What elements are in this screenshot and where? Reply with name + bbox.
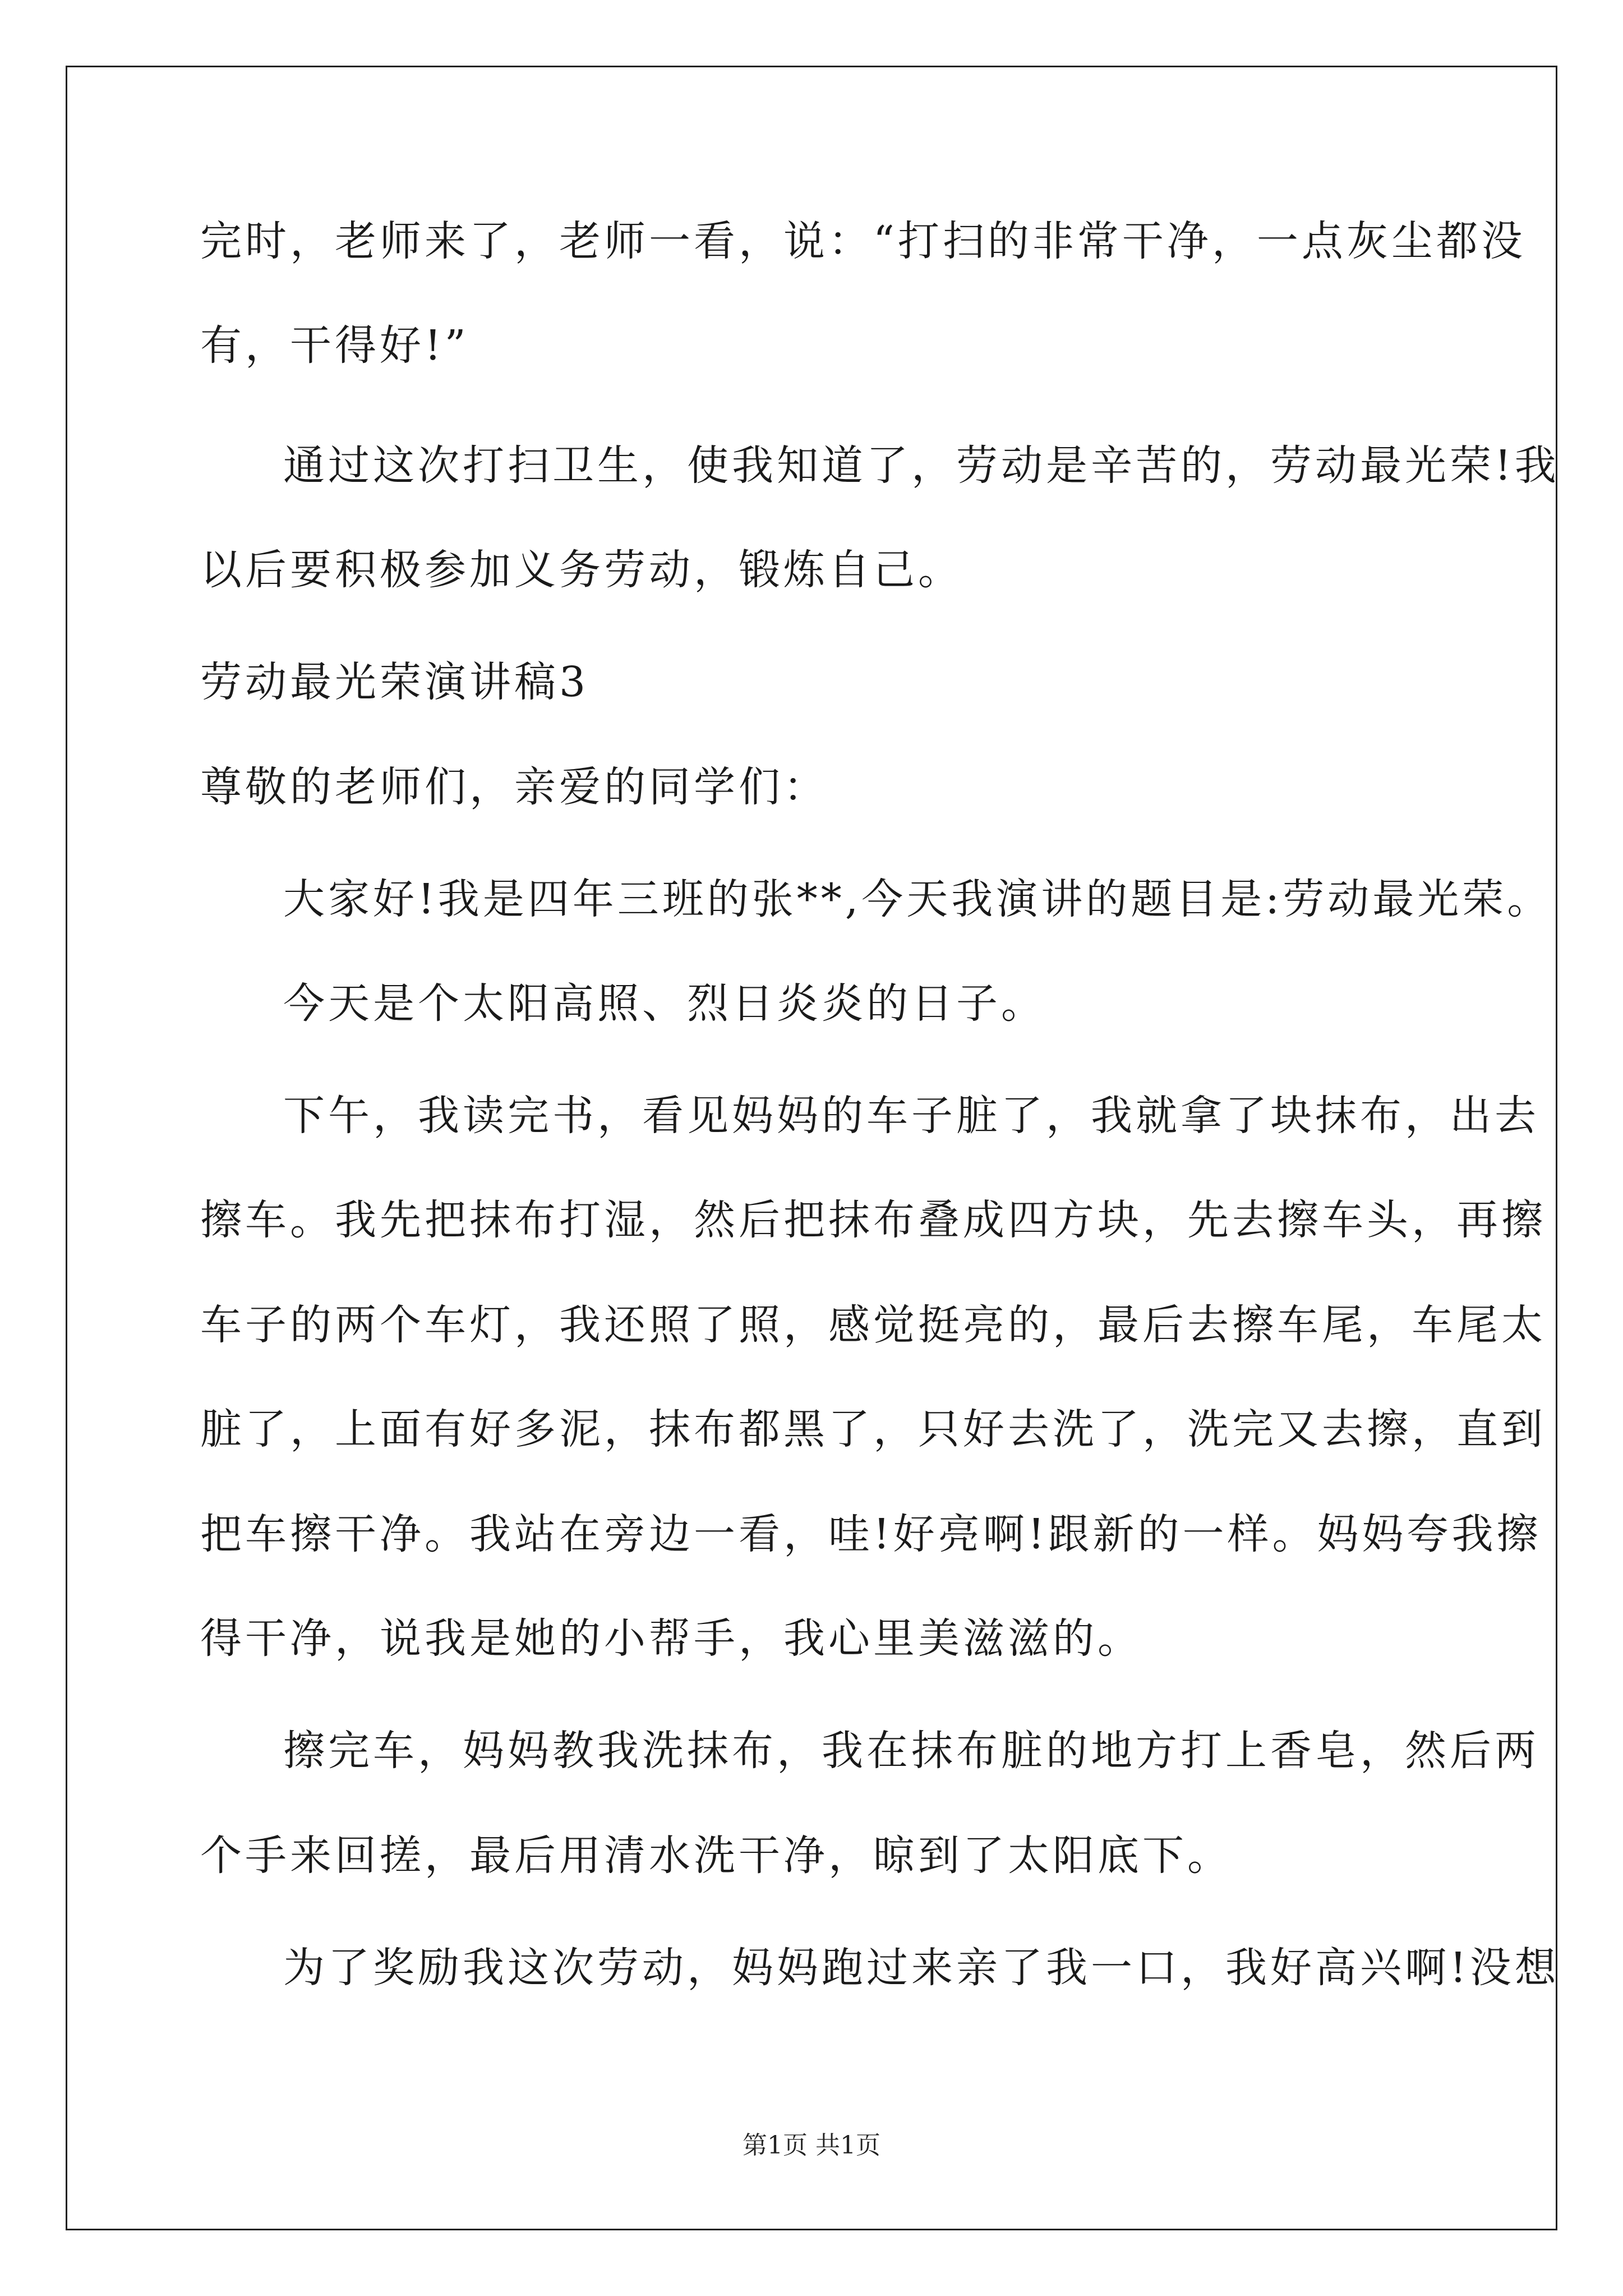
page-border bbox=[66, 66, 1557, 2230]
paragraph-line: 车子的两个车灯，我还照了照，感觉挺亮的，最后去擦车尾，车尾太 bbox=[200, 1301, 1546, 1349]
paragraph-line: 今天是个太阳高照、烈日炎炎的日子。 bbox=[283, 979, 1046, 1028]
paragraph-line: 个手来回搓，最后用清水洗干净，晾到了太阳底下。 bbox=[200, 1832, 1232, 1880]
paragraph-line: 有，干得好!” bbox=[200, 321, 469, 370]
section-heading: 劳动最光荣演讲稿3 bbox=[200, 658, 589, 706]
paragraph-line: 擦车。我先把抹布打湿，然后把抹布叠成四方块，先去擦车头，再擦 bbox=[200, 1196, 1546, 1244]
page-footer: 第1页 共1页 bbox=[743, 2131, 880, 2160]
paragraph-line: 脏了，上面有好多泥，抹布都黑了，只好去洗了，洗完又去擦，直到 bbox=[200, 1405, 1546, 1453]
paragraph-line: 以后要积极参加义务劳动，锻炼自己。 bbox=[200, 546, 963, 594]
paragraph-line: 大家好!我是四年三班的张**,今天我演讲的题目是:劳动最光荣。 bbox=[283, 875, 1552, 923]
paragraph-line: 得干净，说我是她的小帮手，我心里美滋滋的。 bbox=[200, 1614, 1142, 1663]
paragraph-line: 把车擦干净。我站在旁边一看，哇!好亮啊!跟新的一样。妈妈夸我擦 bbox=[200, 1510, 1542, 1558]
salutation: 尊敬的老师们，亲爱的同学们： bbox=[200, 763, 828, 811]
paragraph-line: 下午，我读完书，看见妈妈的车子脏了，我就拿了块抹布，出去 bbox=[283, 1092, 1539, 1140]
paragraph-line: 擦完车，妈妈教我洗抹布，我在抹布脏的地方打上香皂，然后两 bbox=[283, 1727, 1539, 1775]
paragraph-line: 为了奖励我这次劳动，妈妈跑过来亲了我一口，我好高兴啊!没想 bbox=[283, 1944, 1560, 1992]
paragraph-line: 通过这次打扫卫生，使我知道了，劳动是辛苦的，劳动最光荣!我 bbox=[283, 441, 1560, 490]
paragraph-line: 完时，老师来了，老师一看，说：“打扫的非常干净，一点灰尘都没 bbox=[200, 217, 1526, 265]
